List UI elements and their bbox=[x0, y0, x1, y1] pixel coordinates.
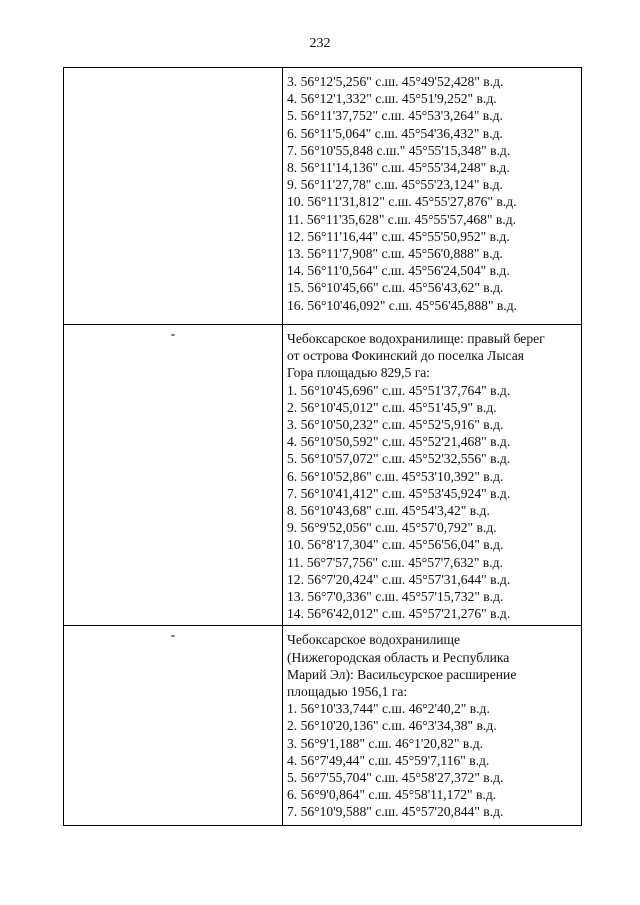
coordinate-line: 9. 56°9'52,056" с.ш. 45°57'0,792" в.д. bbox=[287, 520, 497, 536]
coordinate-line: 3. 56°12'5,256" с.ш. 45°49'52,428" в.д. bbox=[287, 74, 504, 89]
coordinate-line: 6. 56°10'52,86" с.ш. 45°53'10,392" в.д. bbox=[287, 468, 504, 484]
coordinate-line: 4. 56°10'50,592" с.ш. 45°52'21,468" в.д. bbox=[287, 434, 511, 450]
coordinate-line: 13. 56°7'0,336" с.ш. 45°57'15,732" в.д. bbox=[287, 589, 504, 605]
coordinate-line: 1. 56°10'45,696" с.ш. 45°51'37,764" в.д. bbox=[287, 382, 511, 398]
coordinate-line: 2. 56°10'20,136" с.ш. 46°3'34,38" в.д. bbox=[287, 718, 497, 734]
coordinate-line: 4. 56°7'49,44" с.ш. 45°59'7,116" в.д. bbox=[287, 752, 490, 768]
coordinate-line: 6. 56°11'5,064" с.ш. 45°54'36,432" в.д. bbox=[287, 125, 503, 141]
coordinate-line: 13. 56°11'7,908" с.ш. 45°56'0,888" в.д. bbox=[287, 246, 503, 262]
coordinate-line: 5. 56°11'37,752" с.ш. 45°53'3,264" в.д. bbox=[287, 108, 503, 124]
page-number: 232 bbox=[309, 36, 331, 51]
left-cell bbox=[64, 325, 283, 626]
coordinate-line: 7. 56°10'55,848 с.ш." 45°55'15,348" в.д. bbox=[287, 142, 511, 158]
left-cell bbox=[64, 626, 283, 826]
table-row bbox=[64, 68, 582, 325]
area-title-line: (Нижегородская область и Республика bbox=[287, 649, 510, 665]
coordinate-line: 5. 56°7'55,704" с.ш. 45°58'27,372" в.д. bbox=[287, 770, 504, 786]
area-title-line: Гора площадью 829,5 га: bbox=[287, 365, 431, 381]
coordinate-line: 6. 56°9'0,864" с.ш. 45°58'11,172" в.д. bbox=[287, 787, 497, 803]
table-row bbox=[64, 325, 582, 626]
coordinate-line: 8. 56°11'14,136" с.ш. 45°55'34,248" в.д. bbox=[287, 160, 510, 176]
coordinate-line: 7. 56°10'9,588" с.ш. 45°57'20,844" в.д. bbox=[287, 804, 504, 820]
coordinate-line: 11. 56°7'57,756" с.ш. 45°57'7,632" в.д. bbox=[287, 554, 503, 570]
coordinate-line: 1. 56°10'33,744" с.ш. 46°2'40,2" в.д. bbox=[287, 701, 490, 717]
coordinate-line: 15. 56°10'45,66" с.ш. 45°56'43,62" в.д. bbox=[287, 280, 504, 296]
description-cell bbox=[283, 325, 582, 626]
coordinate-line: 3. 56°9'1,188" с.ш. 46°1'20,82" в.д. bbox=[287, 735, 484, 751]
coordinate-line: 4. 56°12'1,332" с.ш. 45°51'9,252" в.д. bbox=[287, 91, 497, 107]
coordinates-table bbox=[63, 67, 582, 826]
coordinate-line: 9. 56°11'27,78" с.ш. 45°55'23,124" в.д. bbox=[287, 177, 503, 193]
dash-marker: - bbox=[170, 327, 176, 342]
table-body bbox=[64, 68, 582, 826]
coordinate-line: 16. 56°10'46,092" с.ш. 45°56'45,888" в.д. bbox=[287, 297, 518, 313]
coordinate-line: 8. 56°10'43,68" с.ш. 45°54'3,42" в.д. bbox=[287, 503, 490, 519]
coordinate-line: 3. 56°10'50,232" с.ш. 45°52'5,916" в.д. bbox=[287, 417, 504, 433]
description-cell bbox=[283, 68, 582, 325]
coordinate-line: 11. 56°11'35,628" с.ш. 45°55'57,468" в.д. bbox=[287, 211, 517, 227]
left-cell bbox=[64, 68, 283, 325]
table-row bbox=[64, 626, 582, 826]
coordinate-line: 14. 56°6'42,012" с.ш. 45°57'21,276" в.д. bbox=[287, 606, 511, 622]
area-title-line: Марий Эл): Васильсурское расширение bbox=[287, 666, 517, 682]
coordinate-line: 7. 56°10'41,412" с.ш. 45°53'45,924" в.д. bbox=[287, 485, 511, 501]
coordinate-line: 12. 56°11'16,44" с.ш. 45°55'50,952" в.д. bbox=[287, 228, 510, 244]
description-cell bbox=[283, 626, 582, 826]
coordinate-line: 2. 56°10'45,012" с.ш. 45°51'45,9" в.д. bbox=[287, 399, 497, 415]
coordinate-line: 5. 56°10'57,072" с.ш. 45°52'32,556" в.д. bbox=[287, 451, 511, 467]
area-title-line: Чебоксарское водохранилище bbox=[287, 632, 461, 648]
area-title-line: Чебоксарское водохранилище: правый берег bbox=[287, 331, 545, 346]
area-title-line: от острова Фокинский до поселка Лысая bbox=[287, 348, 524, 364]
coordinate-line: 14. 56°11'0,564" с.ш. 45°56'24,504" в.д. bbox=[287, 263, 510, 279]
coordinate-line: 10. 56°8'17,304" с.ш. 45°56'56,04" в.д. bbox=[287, 537, 504, 553]
coordinate-line: 10. 56°11'31,812" с.ш. 45°55'27,876" в.д. bbox=[287, 194, 517, 210]
dash-marker: - bbox=[170, 628, 176, 644]
coordinate-line: 12. 56°7'20,424" с.ш. 45°57'31,644" в.д. bbox=[287, 571, 511, 587]
area-title-line: площадью 1956,1 га: bbox=[287, 684, 408, 700]
